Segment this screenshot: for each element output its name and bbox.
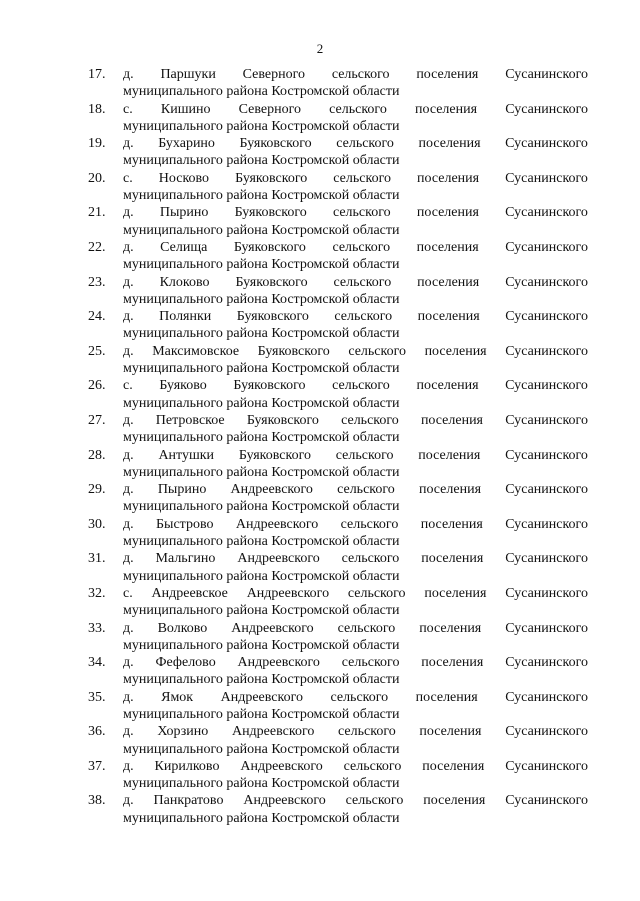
item-word: Сусанинского xyxy=(505,758,588,774)
item-word: сельского xyxy=(337,620,396,636)
item-word: Сусанинского xyxy=(505,551,588,567)
item-word: д. xyxy=(123,482,134,498)
list-item xyxy=(88,101,588,136)
item-word: Сусанинского xyxy=(505,689,588,705)
item-continuation: муниципального района Костромской области xyxy=(123,326,400,342)
item-word: сельского xyxy=(332,378,390,394)
item-word: поселения xyxy=(415,689,478,705)
item-word: Сусанинского xyxy=(505,101,588,117)
list-item xyxy=(88,792,588,827)
item-word: д. xyxy=(123,551,134,567)
item-number: 22. xyxy=(88,239,106,255)
item-continuation: муниципального района Костромской области xyxy=(123,395,400,411)
item-word: Буяковского xyxy=(238,447,311,463)
item-text xyxy=(123,620,588,655)
item-text xyxy=(123,412,588,447)
item-number: 33. xyxy=(88,620,106,636)
item-first-line xyxy=(123,620,588,637)
item-continuation: муниципального района Костромской области xyxy=(123,568,400,584)
item-word: сельского xyxy=(345,793,404,809)
item-first-line xyxy=(123,239,588,256)
item-text xyxy=(123,66,588,101)
item-first-line xyxy=(123,170,588,187)
item-word: поселения xyxy=(418,482,482,498)
item-word: Сусанинского xyxy=(505,793,588,809)
item-word: поселения xyxy=(421,551,484,567)
item-word: с. xyxy=(123,170,133,186)
item-first-line xyxy=(123,550,588,567)
item-word: Петровское xyxy=(155,412,225,428)
item-text xyxy=(123,481,588,516)
item-word: Кишино xyxy=(160,101,211,117)
item-word: Максимовское xyxy=(152,343,240,359)
item-word: сельского xyxy=(341,551,400,567)
item-word: Буяковского xyxy=(246,412,319,428)
item-word: Носково xyxy=(158,170,210,186)
item-word: поселения xyxy=(424,585,487,601)
item-word: сельского xyxy=(330,689,389,705)
item-word: поселения xyxy=(416,378,479,394)
item-word: сельского xyxy=(340,516,399,532)
list-item xyxy=(88,481,588,516)
item-word: Сусанинского xyxy=(505,447,588,463)
item-first-line xyxy=(123,516,588,533)
item-word: д. xyxy=(123,309,134,325)
item-continuation: муниципального района Костромской области xyxy=(123,291,400,307)
item-number: 20. xyxy=(88,170,106,186)
item-text xyxy=(123,758,588,793)
item-text xyxy=(123,654,588,689)
item-word: Сусанинского xyxy=(505,516,588,532)
item-first-line xyxy=(123,792,588,809)
item-continuation: муниципального района Костромской области xyxy=(123,672,400,688)
item-word: Буяковского xyxy=(235,170,308,186)
item-word: поселения xyxy=(422,758,485,774)
item-word: сельского xyxy=(334,309,393,325)
item-text xyxy=(123,689,588,724)
item-word: сельского xyxy=(332,205,391,221)
item-word: Андреевского xyxy=(235,516,319,532)
item-word: Сусанинского xyxy=(505,274,588,290)
item-number: 38. xyxy=(88,793,106,809)
item-word: сельского xyxy=(348,343,406,359)
item-word: Сусанинского xyxy=(505,239,588,255)
item-first-line xyxy=(123,758,588,775)
item-number: 17. xyxy=(88,67,106,82)
list-item xyxy=(88,723,588,758)
item-word: сельского xyxy=(333,274,392,290)
item-word: Буяковского xyxy=(239,136,312,152)
item-word: Буяковского xyxy=(233,239,306,255)
item-word: Сусанинского xyxy=(505,724,588,740)
item-text xyxy=(123,101,588,136)
item-text xyxy=(123,447,588,482)
item-word: Мальгино xyxy=(155,551,216,567)
item-continuation: муниципального района Костромской области xyxy=(123,118,400,134)
item-word: сельского xyxy=(338,724,396,740)
item-number: 21. xyxy=(88,205,106,221)
list-item xyxy=(88,654,588,689)
item-word: Сусанинского xyxy=(505,309,588,325)
item-continuation: муниципального района Костромской области xyxy=(123,464,400,480)
item-first-line xyxy=(123,101,588,118)
item-word: поселения xyxy=(417,309,480,325)
item-word: поселения xyxy=(417,170,480,186)
item-number: 35. xyxy=(88,689,106,705)
item-text xyxy=(123,170,588,205)
item-word: Сусанинского xyxy=(505,655,588,671)
item-word: Клоково xyxy=(159,274,210,290)
item-word: сельского xyxy=(332,239,391,255)
item-word: Буяковского xyxy=(257,343,330,359)
item-continuation: муниципального района Костромской области xyxy=(123,706,400,722)
item-first-line xyxy=(123,689,588,706)
item-word: д. xyxy=(123,412,134,428)
item-word: Буяковского xyxy=(236,309,309,325)
item-first-line xyxy=(123,66,588,83)
item-word: Ямок xyxy=(161,689,194,705)
item-number: 23. xyxy=(88,274,106,290)
list-item xyxy=(88,412,588,447)
page-number: 2 xyxy=(316,41,324,56)
item-number: 36. xyxy=(88,724,106,740)
item-first-line xyxy=(123,274,588,291)
item-word: д. xyxy=(123,724,134,740)
item-word: Волково xyxy=(157,620,208,636)
item-word: Сусанинского xyxy=(505,585,588,601)
item-number: 27. xyxy=(88,412,106,428)
item-word: поселения xyxy=(421,655,484,671)
item-number: 31. xyxy=(88,551,106,567)
item-continuation: муниципального района Костромской области xyxy=(123,776,400,792)
item-word: д. xyxy=(123,343,134,359)
item-number: 29. xyxy=(88,482,106,498)
list-item xyxy=(88,170,588,205)
item-word: сельского xyxy=(331,67,390,82)
item-continuation: муниципального района Костромской области xyxy=(123,188,400,204)
item-word: Буяково xyxy=(159,378,207,394)
list-item xyxy=(88,239,588,274)
item-word: Андреевского xyxy=(246,585,330,601)
item-number: 26. xyxy=(88,378,106,394)
item-number: 18. xyxy=(88,101,106,117)
item-word: поселения xyxy=(423,793,486,809)
item-word: сельского xyxy=(347,585,406,601)
item-word: Полянки xyxy=(159,309,212,325)
item-continuation: муниципального района Костромской области xyxy=(123,603,400,619)
item-word: Сусанинского xyxy=(505,205,588,221)
item-text xyxy=(123,377,588,412)
item-word: Сусанинского xyxy=(505,620,588,636)
item-word: Андреевского xyxy=(230,482,313,498)
item-text xyxy=(123,550,588,585)
item-word: Андреевского xyxy=(220,689,303,705)
item-continuation: муниципального района Костромской области xyxy=(123,361,400,377)
item-number: 28. xyxy=(88,447,106,463)
item-word: сельского xyxy=(341,412,399,428)
item-word: Андреевского xyxy=(243,793,326,809)
item-word: поселения xyxy=(420,412,484,428)
list-item xyxy=(88,274,588,309)
item-word: д. xyxy=(123,274,134,290)
item-number: 34. xyxy=(88,655,106,671)
item-number: 32. xyxy=(88,585,106,601)
item-text xyxy=(123,135,588,170)
item-word: Сусанинского xyxy=(505,67,588,82)
item-first-line xyxy=(123,412,588,429)
item-continuation: муниципального района Костромской области xyxy=(123,153,400,169)
item-number: 24. xyxy=(88,309,106,325)
item-word: Сусанинского xyxy=(505,343,588,359)
item-first-line xyxy=(123,377,588,394)
item-number: 37. xyxy=(88,758,106,774)
item-word: д. xyxy=(123,516,134,532)
item-word: Северного xyxy=(242,67,306,82)
item-word: Селища xyxy=(160,239,208,255)
item-word: Сусанинского xyxy=(505,170,588,186)
item-text xyxy=(123,274,588,309)
item-first-line xyxy=(123,343,588,360)
list-item xyxy=(88,689,588,724)
item-word: д. xyxy=(123,758,134,774)
list-item xyxy=(88,550,588,585)
item-first-line xyxy=(123,204,588,221)
item-word: д. xyxy=(123,620,134,636)
item-word: д. xyxy=(123,239,134,255)
item-word: сельского xyxy=(335,447,394,463)
item-word: поселения xyxy=(419,724,482,740)
item-word: поселения xyxy=(419,620,482,636)
item-word: поселения xyxy=(416,67,479,82)
item-word: сельского xyxy=(343,758,402,774)
item-word: Андреевского xyxy=(237,655,320,671)
list-item xyxy=(88,585,588,620)
item-word: с. xyxy=(123,378,133,394)
list-item xyxy=(88,620,588,655)
list-item xyxy=(88,516,588,551)
item-word: Андреевского xyxy=(240,758,323,774)
item-word: Антушки xyxy=(158,447,215,463)
item-word: с. xyxy=(123,101,133,117)
list-item xyxy=(88,377,588,412)
list-item xyxy=(88,66,588,101)
item-word: Фефелово xyxy=(155,655,216,671)
item-word: д. xyxy=(123,136,134,152)
item-word: Буяковского xyxy=(235,274,308,290)
item-word: д. xyxy=(123,689,134,705)
item-continuation: муниципального района Костромской области xyxy=(123,534,400,550)
item-text xyxy=(123,723,588,758)
item-text xyxy=(123,204,588,239)
list-item xyxy=(88,308,588,343)
item-word: поселения xyxy=(418,447,481,463)
item-text xyxy=(123,308,588,343)
item-word: поселения xyxy=(424,343,487,359)
item-continuation: муниципального района Костромской области xyxy=(123,741,400,757)
item-word: сельского xyxy=(329,101,387,117)
item-number: 25. xyxy=(88,343,106,359)
item-continuation: муниципального района Костромской области xyxy=(123,84,400,100)
item-first-line xyxy=(123,585,588,602)
list-item xyxy=(88,758,588,793)
item-word: с. xyxy=(123,585,133,601)
item-first-line xyxy=(123,481,588,498)
item-word: Пырино xyxy=(157,482,207,498)
item-word: сельского xyxy=(333,170,391,186)
item-word: Сусанинского xyxy=(505,136,588,152)
item-word: Паршуки xyxy=(160,67,216,82)
item-word: Андреевского xyxy=(231,724,315,740)
item-word: Андреевского xyxy=(231,620,314,636)
item-first-line xyxy=(123,308,588,325)
list-item xyxy=(88,343,588,378)
settlement-list xyxy=(88,66,588,827)
item-word: Буяковского xyxy=(234,205,307,221)
item-word: Сусанинского xyxy=(505,378,588,394)
item-first-line xyxy=(123,654,588,671)
item-word: д. xyxy=(123,655,134,671)
item-word: поселения xyxy=(414,101,478,117)
item-word: Северного xyxy=(238,101,301,117)
item-word: поселения xyxy=(418,136,481,152)
item-word: Буяковского xyxy=(233,378,306,394)
list-item xyxy=(88,204,588,239)
item-word: Хорзино xyxy=(157,724,209,740)
item-text xyxy=(123,343,588,378)
item-continuation: муниципального района Костромской области xyxy=(123,810,400,826)
item-word: д. xyxy=(123,67,134,82)
item-number: 19. xyxy=(88,136,106,152)
item-word: поселения xyxy=(420,516,483,532)
item-text xyxy=(123,239,588,274)
item-word: поселения xyxy=(416,239,479,255)
item-text xyxy=(123,792,588,827)
item-word: Панкратово xyxy=(153,793,224,809)
item-first-line xyxy=(123,447,588,464)
list-item xyxy=(88,135,588,170)
item-number: 30. xyxy=(88,516,106,532)
item-word: Быстрово xyxy=(156,516,214,532)
item-word: сельского xyxy=(336,136,394,152)
item-word: Сусанинского xyxy=(505,482,588,498)
item-word: поселения xyxy=(417,274,480,290)
item-continuation: муниципального района Костромской области xyxy=(123,637,400,653)
item-continuation: муниципального района Костромской области xyxy=(123,499,400,515)
item-word: Андреевское xyxy=(151,585,228,601)
list-item xyxy=(88,447,588,482)
item-word: Кирилково xyxy=(154,758,220,774)
item-continuation: муниципального района Костромской области xyxy=(123,430,400,446)
item-word: д. xyxy=(123,205,134,221)
item-text xyxy=(123,585,588,620)
item-first-line xyxy=(123,723,588,740)
item-word: д. xyxy=(123,447,134,463)
item-word: Бухарино xyxy=(158,136,215,152)
item-first-line xyxy=(123,135,588,152)
item-text xyxy=(123,516,588,551)
item-continuation: муниципального района Костромской области xyxy=(123,222,400,238)
item-word: сельского xyxy=(341,655,400,671)
item-word: сельского xyxy=(337,482,395,498)
item-word: поселения xyxy=(416,205,479,221)
item-word: д. xyxy=(123,793,134,809)
item-word: Сусанинского xyxy=(505,412,588,428)
item-word: Пырино xyxy=(159,205,209,221)
item-continuation: муниципального района Костромской области xyxy=(123,257,400,273)
item-word: Андреевского xyxy=(237,551,320,567)
